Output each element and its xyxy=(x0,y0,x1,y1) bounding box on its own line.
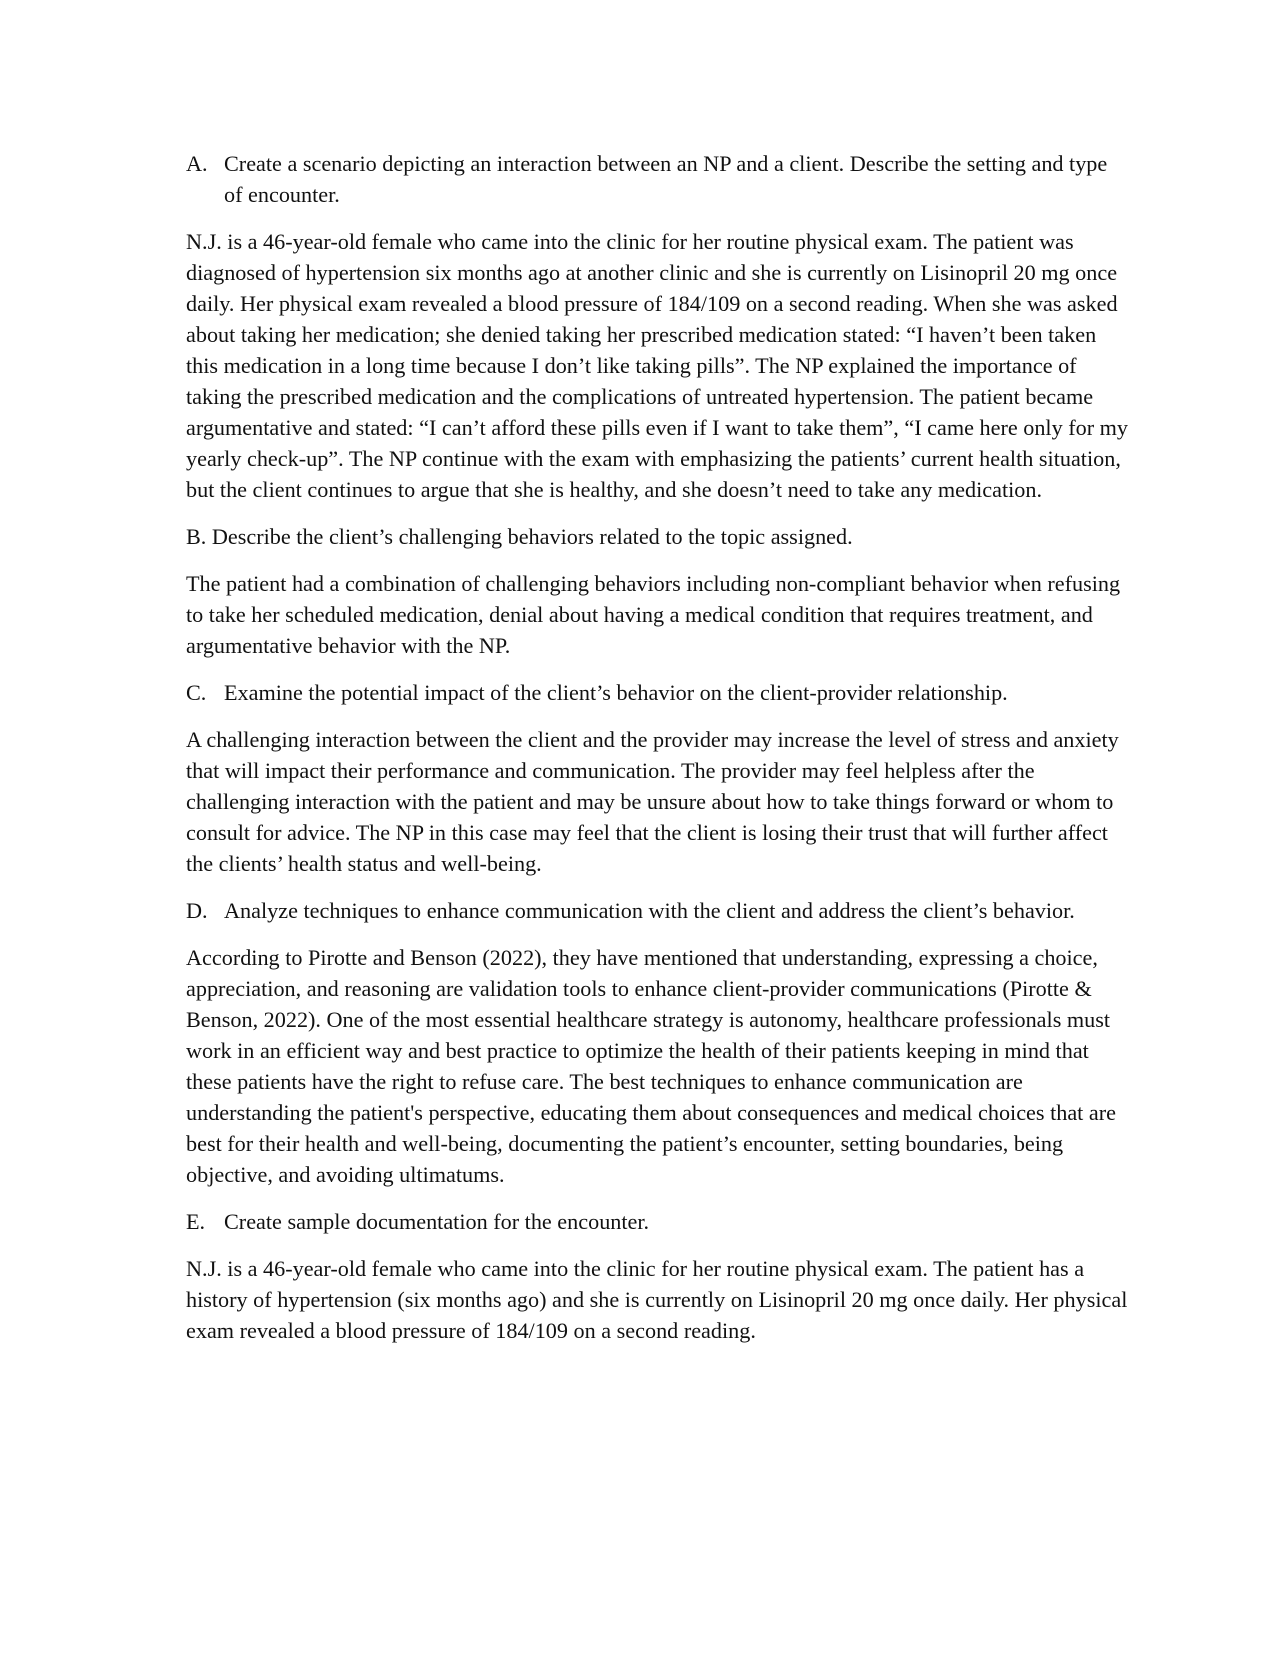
section-e-heading-text: Create sample documentation for the encounter. xyxy=(224,1209,650,1234)
section-e-heading xyxy=(186,1206,1130,1237)
document-body xyxy=(186,148,1130,1346)
section-a-marker: A. xyxy=(186,151,208,176)
section-d-marker: D. xyxy=(186,898,208,923)
section-a-heading-text: Create a scenario depicting an interaction between an NP and a client. Describe the setting and type of encounter. xyxy=(224,151,1108,207)
section-c-paragraph: A challenging interaction between the client and the provider may increase the level of stress and anxiety that will impact their performance and communication. The provider may feel helpless after the challenging interaction with the patient and may be unsure about how to take things forward or whom to consult for advice. The NP in this case may feel that the client is losing their trust that will further affect the clients’ health status and well-being. xyxy=(186,727,1119,876)
section-d-paragraph: According to Pirotte and Benson (2022), they have mentioned that understanding, expressing a choice, appreciation, and reasoning are validation tools to enhance client-provider communications (Pirotte & Benson, 2022). One of the most essential healthcare strategy is autonomy, healthcare professionals must work in an efficient way and best practice to optimize the health of their patients keeping in mind that these patients have the right to refuse care. The best techniques to enhance communication are understanding the patient's perspective, educating them about consequences and medical choices that are best for their health and well-being, documenting the patient’s encounter, setting boundaries, being objective, and avoiding ultimatums. xyxy=(186,945,1116,1187)
section-b-heading: B. Describe the client’s challenging behaviors related to the topic assigned. xyxy=(186,524,853,549)
section-c-heading xyxy=(186,677,1130,708)
section-a-paragraph: N.J. is a 46-year-old female who came into the clinic for her routine physical exam. The patient was diagnosed of hypertension six months ago at another clinic and she is currently on Lisinopril 20 mg once daily. Her physical exam revealed a blood pressure of 184/109 on a second reading. When she was asked about taking her medication; she denied taking her prescribed medication stated: “I haven’t been taken this medication in a long time because I don’t like taking pills”. The NP explained the importance of taking the prescribed medication and the complications of untreated hypertension. The patient became argumentative and stated: “I can’t afford these pills even if I want to take them”, “I came here only for my yearly check-up”. The NP continue with the exam with emphasizing the patients’ current health situation, but the client continues to argue that she is healthy, and she doesn’t need to take any medication. xyxy=(186,229,1128,502)
section-c-heading-text: Examine the potential impact of the client’s behavior on the client-provider relationship. xyxy=(224,680,1008,705)
section-d-heading xyxy=(186,895,1130,926)
section-e-paragraph: N.J. is a 46-year-old female who came into the clinic for her routine physical exam. The patient has a history of hypertension (six months ago) and she is currently on Lisinopril 20 mg once daily. Her physical exam revealed a blood pressure of 184/109 on a second reading. xyxy=(186,1256,1128,1343)
section-d-heading-text: Analyze techniques to enhance communication with the client and address the client’s behavior. xyxy=(224,898,1075,923)
section-a-heading xyxy=(186,148,1130,210)
section-e-marker: E. xyxy=(186,1209,206,1234)
section-c-marker: C. xyxy=(186,680,207,705)
section-b-paragraph: The patient had a combination of challenging behaviors including non-compliant behavior when refusing to take her scheduled medication, denial about having a medical condition that requires treatment, and argumentative behavior with the NP. xyxy=(186,571,1121,658)
